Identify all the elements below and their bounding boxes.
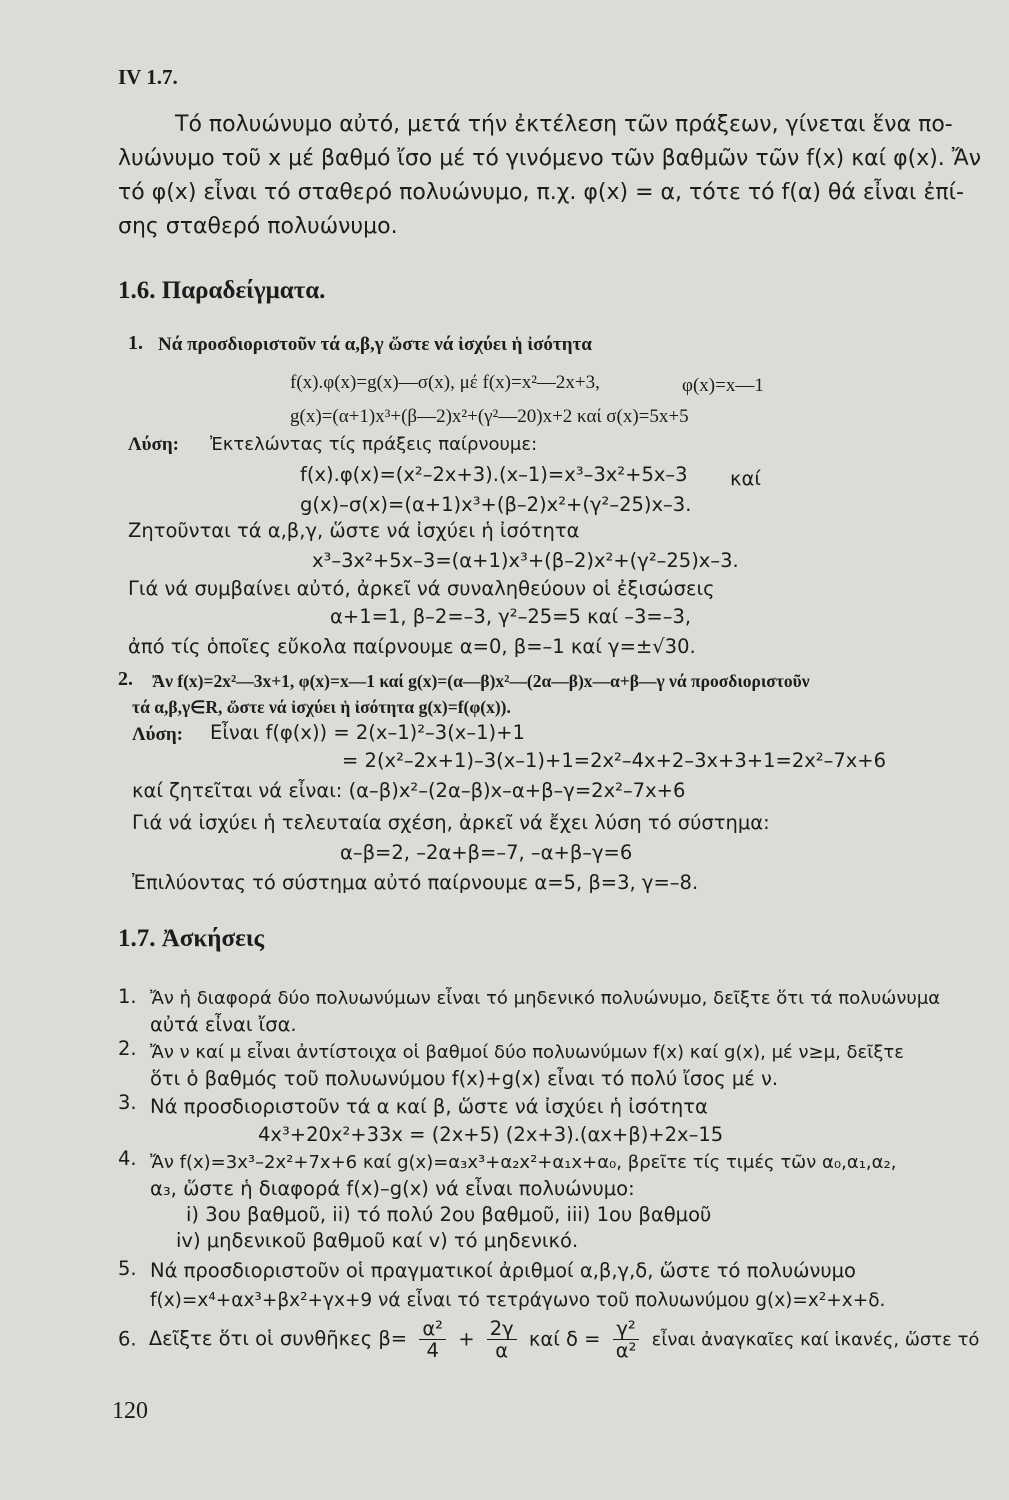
fraction-gamma-sq-over-alpha-sq: [613, 1318, 640, 1362]
exercise-4-line-1: Ἄν f(x)=3x³–2x²+7x+6 καί g(x)=α₃x³+α₂x²+α₁x+α₀, βρεῖτε τίς τιμές τῶν α₀,α₁,α₂,: [150, 1152, 897, 1173]
intro-line-2: λυώνυμο τοῦ x μέ βαθμό ἴσο μέ τό γινόμενο τῶν βαθμῶν τῶν f(x) καί φ(x). Ἄν: [118, 146, 982, 171]
fraction-2gamma-over-alpha: [487, 1318, 517, 1362]
example-2-line-5: α–β=2, –2α+β=–7, –α+β–γ=6: [340, 841, 633, 864]
exercise-6-post: εἶναι ἀναγκαῖες καί ἱκανές, ὥστε τό: [651, 1329, 980, 1351]
intro-line-3: τό φ(x) εἶναι τό σταθερό πολυώνυμο, π.χ. φ(x) = α, τότε τό f(α) θά εἶναι ἐπί-: [118, 180, 964, 205]
exercise-5-number: 5.: [118, 1257, 137, 1280]
exercise-1-number: 1.: [118, 985, 137, 1008]
page-number: 120: [112, 1398, 148, 1424]
exercise-4-number: 4.: [118, 1147, 137, 1170]
example-1-step-1b: καί: [730, 467, 761, 490]
example-2-line-4: Γιά νά ἰσχύει ἡ τελευταία σχέση, ἀρκεῖ νά ἔχει λύση τό σύστημα:: [132, 811, 770, 834]
example-2-solution-label: Λύση:: [132, 724, 183, 745]
example-1-statement: Νά προσδιοριστοῦν τά α,β,γ ὥστε νά ἰσχύει ἡ ἰσότητα: [158, 334, 592, 355]
example-2-number: 2.: [118, 668, 133, 690]
fraction-2-denominator: α: [495, 1339, 509, 1363]
example-1-step-1: f(x).φ(x)=(x²–2x+3).(x–1)=x³–3x²+5x–3: [300, 463, 688, 486]
exercise-5-line-1: Νά προσδιοριστοῦν οἱ πραγματικοί ἀριθμοί α,β,γ,δ, ὥστε τό πολυώνυμο: [150, 1259, 856, 1282]
exercise-6-number: 6.: [118, 1327, 137, 1351]
example-1-step-5: Γιά νά συμβαίνει αὐτό, ἀρκεῖ νά συναληθεύουν οἱ ἐξισώσεις: [128, 577, 715, 600]
example-2-line-6: Ἐπιλύοντας τό σύστημα αὐτό παίρνουμε α=5, β=3, γ=–8.: [132, 871, 699, 894]
example-2-line-3: καί ζητεῖται νά εἶναι: (α–β)x²–(2α–β)x–α+β–γ=2x²–7x+6: [132, 779, 686, 802]
intro-line-1: Τό πολυώνυμο αὐτό, μετά τήν ἐκτέλεση τῶν πράξεων, γίνεται ἕνα πο-: [175, 112, 953, 137]
exercise-6-line: [118, 1318, 979, 1362]
exercise-1-line-2: αὐτά εἶναι ἴσα.: [150, 1013, 297, 1036]
exercise-2-line-1: Ἄν ν καί μ εἶναι ἀντίστοιχα οἱ βαθμοί δύο πολυωνύμων f(x) καί g(x), μέ ν≥μ, δεῖξτε: [150, 1042, 904, 1063]
exercise-6-mid: καί δ =: [528, 1327, 601, 1351]
exercises-heading: 1.7. Ἀσκήσεις: [118, 925, 265, 952]
exercise-3-line-2: 4x³+20x²+33x = (2x+5) (2x+3).(αx+β)+2x–15: [258, 1123, 724, 1146]
exercise-3-number: 3.: [118, 1091, 137, 1114]
plus-sign: +: [458, 1327, 475, 1351]
exercise-1-line-1: Ἄν ἡ διαφορά δύο πολυωνύμων εἶναι τό μηδενικό πολυώνυμο, δεῖξτε ὅτι τά πολυώνυμα: [150, 988, 941, 1009]
fraction-3-denominator: α²: [615, 1339, 637, 1363]
fraction-1-denominator: 4: [426, 1339, 439, 1363]
example-2-statement-2: τά α,β,γ∈R, ὥστε νά ἰσχύει ἡ ἰσότητα g(x)=f(φ(x)).: [132, 697, 511, 717]
example-2-line-1: Εἶναι f(φ(x)) = 2(x–1)²–3(x–1)+1: [210, 721, 525, 744]
exercise-6-pre: Δεῖξτε ὅτι οἱ συνθῆκες β=: [148, 1327, 408, 1351]
exercise-5-line-2: f(x)=x⁴+αx³+βx²+γx+9 νά εἶναι τό τετράγωνο τοῦ πολυωνύμου g(x)=x²+x+δ.: [150, 1290, 886, 1311]
fraction-3-numerator: γ²: [613, 1318, 640, 1340]
example-1-number: 1.: [128, 332, 143, 354]
exercise-4-line-2: α₃, ὥστε ἡ διαφορά f(x)–g(x) νά εἶναι πολυώνυμο:: [150, 1177, 635, 1200]
example-1-step-4: x³–3x²+5x–3=(α+1)x³+(β–2)x²+(γ²–25)x–3.: [312, 549, 739, 572]
fraction-1-numerator: α²: [419, 1318, 446, 1340]
intro-line-4: σης σταθερό πολυώνυμο.: [118, 214, 398, 239]
example-1-step-3: Ζητοῦνται τά α,β,γ, ὥστε νά ἰσχύει ἡ ἰσότητα: [128, 519, 580, 542]
example-1-step-7: ἀπό τίς ὁποῖες εὔκολα παίρνουμε α=0, β=–1 καί γ=±√30.: [128, 635, 696, 658]
exercise-3-line-1: Νά προσδιοριστοῦν τά α καί β, ὥστε νά ἰσχύει ἡ ἰσότητα: [150, 1095, 708, 1118]
example-1-eq1: f(x).φ(x)=g(x)—σ(x), μέ f(x)=x²—2x+3,: [290, 372, 600, 393]
fraction-alpha-sq-over-4: [419, 1318, 446, 1362]
examples-heading: 1.6. Παραδείγματα.: [118, 277, 326, 304]
exercise-4-line-4: iv) μηδενικοῦ βαθμοῦ καί v) τό μηδενικό.: [176, 1229, 579, 1252]
example-1-step-6: α+1=1, β–2=–3, γ²–25=5 καί –3=–3,: [330, 605, 692, 628]
section-ref: IV 1.7.: [118, 65, 178, 89]
example-1-solution-intro: Ἐκτελώντας τίς πράξεις παίρνουμε:: [210, 434, 538, 455]
exercise-2-line-2: ὅτι ὁ βαθμός τοῦ πολυωνύμου f(x)+g(x) εἶναι τό πολύ ἴσος μέ ν.: [150, 1067, 779, 1090]
example-2-statement: Ἄν f(x)=2x²—3x+1, φ(x)=x—1 καί g(x)=(α—β)x²—(2α—β)x—α+β—γ νά προσδιοριστοῦν: [152, 671, 810, 691]
exercise-4-line-3: i) 3ου βαθμοῦ, ii) τό πολύ 2ου βαθμοῦ, iii) 1ου βαθμοῦ: [186, 1203, 712, 1226]
example-1-eq1b: φ(x)=x—1: [682, 375, 764, 396]
example-1-eq2: g(x)=(α+1)x³+(β—2)x²+(γ²—20)x+2 καί σ(x)=5x+5: [290, 406, 689, 427]
exercise-2-number: 2.: [118, 1037, 137, 1060]
example-1-solution-label: Λύση:: [128, 434, 179, 455]
fraction-2-numerator: 2γ: [487, 1318, 517, 1340]
example-1-step-2: g(x)–σ(x)=(α+1)x³+(β–2)x²+(γ²–25)x–3.: [300, 493, 692, 516]
example-2-line-2: = 2(x²–2x+1)–3(x–1)+1=2x²–4x+2–3x+3+1=2x²–7x+6: [342, 749, 887, 772]
